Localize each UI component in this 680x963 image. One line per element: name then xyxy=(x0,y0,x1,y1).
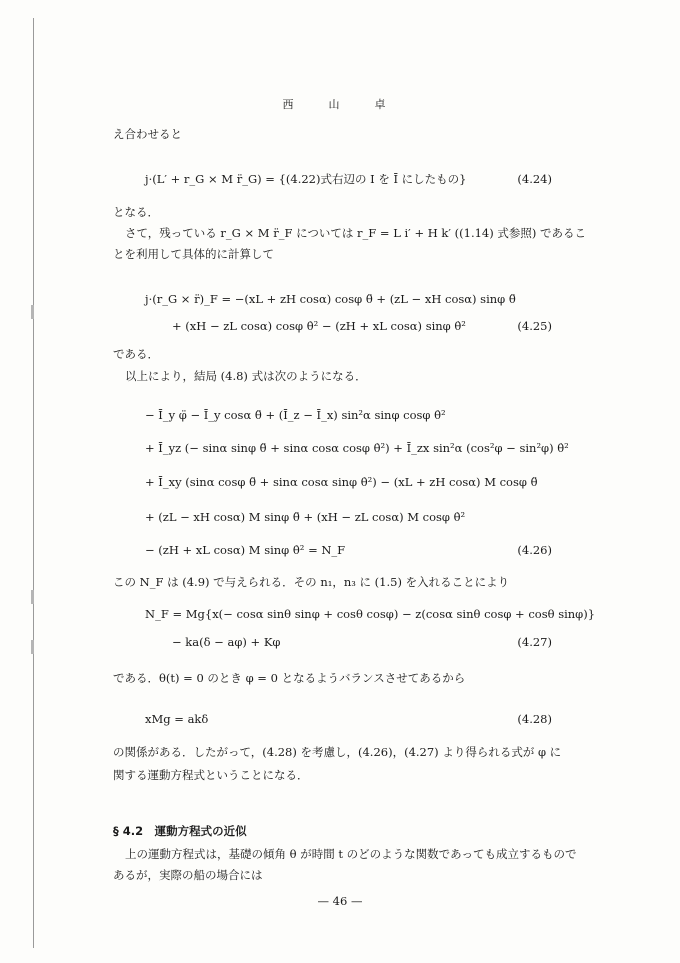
scan-mark xyxy=(31,590,34,604)
equation-line: j·(r_G × r̈)_F = −(xL + zH cosα) cosφ θ̈ + (zL − xH cosα) sinφ θ̈ xyxy=(145,292,516,306)
text-line: え合わせると xyxy=(113,127,182,141)
page-number: — 46 — xyxy=(317,894,363,908)
page-edge-line xyxy=(33,18,34,948)
equation-line: xMg = akδ xyxy=(145,712,209,726)
equation-line: − Ī_y φ̈ − Ī_y cosα θ̈ + (Ī_z − Ī_x) sin²α sinφ cosφ θ̇² xyxy=(145,408,446,422)
equation-number: (4.28) xyxy=(517,712,552,726)
equation-line: + Ī_xy (sinα cosφ θ̈ + sinα cosα sinφ θ̇²) − (xL + zH cosα) M cosφ θ̈ xyxy=(145,475,538,489)
equation-line: + (xH − zL cosα) cosφ θ̇² − (zH + xL cosα) sinφ θ̇² xyxy=(172,319,466,333)
equation-line: N_F = Mg{x(− cosα sinθ sinφ + cosθ cosφ) − z(cosα sinθ cosφ + cosθ sinφ)} xyxy=(145,607,596,621)
equation-line: + (zL − xH cosα) M sinφ θ̈ + (xH − zL cosα) M cosφ θ̇² xyxy=(145,510,466,524)
text-line: となる． xyxy=(113,205,159,219)
equation-number: (4.24) xyxy=(517,172,552,186)
text-line: 上の運動方程式は，基礎の傾角 θ が時間 t のどのような関数であっても成立するもので xyxy=(125,847,577,861)
equation-line: + Ī_yz (− sinα sinφ θ̈ + sinα cosα cosφ θ̇²) + Ī_zx sin²α (cos²φ − sin²φ) θ̇² xyxy=(145,441,569,455)
running-header: 西 山 卓 xyxy=(282,98,398,111)
equation-line: j·(L′ + r_G × M r̈_G) = {(4.22)式右辺の I を Ī にしたもの} xyxy=(145,172,467,186)
equation-line: − ka(δ − aφ) + Kφ xyxy=(172,635,281,649)
scan-mark xyxy=(31,640,34,654)
text-line: この N_F は (4.9) で与えられる．その n₁，n₃ に (1.5) を入れることにより xyxy=(113,575,510,589)
text-line: 以上により，結局 (4.8) 式は次のようになる． xyxy=(125,369,367,383)
text-line: である． xyxy=(113,347,159,361)
text-line: さて，残っている r_G × M r̈_F については r_F = L i′ + H k′ ((1.14) 式参照) であるこ xyxy=(125,226,587,240)
equation-number: (4.27) xyxy=(517,635,552,649)
text-line: あるが，実際の船の場合には xyxy=(113,868,263,882)
text-line: の関係がある．したがって，(4.28) を考慮し，(4.26)，(4.27) より得られる式が φ に xyxy=(113,745,562,759)
text-line: とを利用して具体的に計算して xyxy=(113,247,274,261)
text-line: である．θ(t) = 0 のとき φ = 0 となるようバランスさせてあるから xyxy=(113,671,466,685)
equation-line: − (zH + xL cosα) M sinφ θ̇² = N_F xyxy=(145,543,346,557)
equation-number: (4.26) xyxy=(517,543,552,557)
section-heading: § 4.2 運動方程式の近似 xyxy=(113,824,247,838)
scan-mark xyxy=(31,305,34,319)
text-line: 関する運動方程式ということになる． xyxy=(113,768,309,782)
equation-number: (4.25) xyxy=(517,319,552,333)
